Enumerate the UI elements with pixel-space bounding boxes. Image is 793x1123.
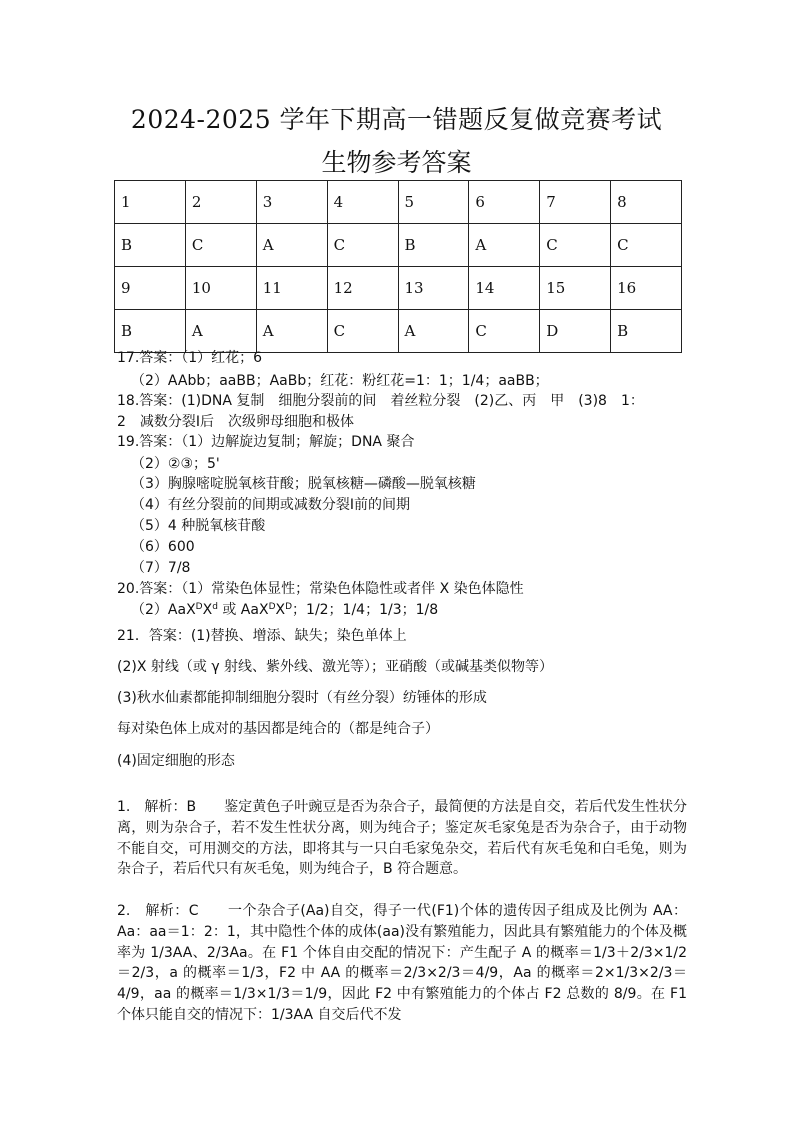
table-cell: C [540,224,611,267]
table-cell: 6 [469,181,540,224]
answer-21-line-5: (4)固定细胞的形态 [117,753,235,769]
table-cell: D [540,310,611,353]
page-title: 2024-2025 学年下期高一错题反复做竞赛考试 [130,105,663,134]
table-cell: A [185,310,256,353]
answer-19-line-2: （2）②③；5' [131,456,220,472]
answer-19-line-6: （6）600 [131,539,195,555]
table-cell: C [327,310,398,353]
table-cell: 10 [185,267,256,310]
table-cell: B [115,224,186,267]
answer-21-line-2: (2)X 射线（或 γ 射线、紫外线、激光等）；亚硝酸（或碱基类似物等） [117,659,554,675]
answer-table [114,180,682,353]
table-cell: 1 [115,181,186,224]
table-row [115,181,682,224]
table-cell: C [469,310,540,353]
table-cell: 12 [327,267,398,310]
answer-18-line-1: 18.答案：(1)DNA 复制 细胞分裂前的间 着丝粒分裂 (2)乙、丙 甲 (3)8 1： [117,393,644,409]
answer-19-line-5: （5）4 种脱氧核苷酸 [131,518,266,534]
answer-17-line-1: 17.答案：（1）红花；6 [117,350,263,366]
table-row [115,267,682,310]
table-cell: 9 [115,267,186,310]
table-cell: 13 [398,267,469,310]
table-cell: A [256,224,327,267]
answer-19-line-1: 19.答案：（1）边解旋边复制；解旋；DNA 聚合 [117,434,415,450]
table-cell: C [327,224,398,267]
table-cell: 3 [256,181,327,224]
table-cell: A [398,310,469,353]
table-row [115,224,682,267]
table-cell: B [611,310,682,353]
answer-21-line-4: 每对染色体上成对的基因都是纯合的（都是纯合子） [117,721,439,737]
page-subtitle: 生物参考答案 [321,148,472,177]
table-cell: 4 [327,181,398,224]
answer-17-line-2: （2）AAbb；aaBB；AaBb；红花：粉红花=1：1；1/4；aaBB； [131,373,549,389]
answer-21-line-3: (3)秋水仙素都能抑制细胞分裂时（有丝分裂）纺锤体的形成 [117,690,487,706]
answer-20-line-2: $(2)AaX^DX^d$ 或 $AaX^DX^D$；1/2；1/4；1/3；1/8 [131,602,439,618]
table-cell: 7 [540,181,611,224]
table-cell: 16 [611,267,682,310]
table-cell: 5 [398,181,469,224]
answer-20-line-1: 20.答案：（1）常染色体显性；常染色体隐性或者伴 X 染色体隐性 [117,581,524,597]
table-cell: A [469,224,540,267]
table-cell: 11 [256,267,327,310]
table-cell: 2 [185,181,256,224]
explanation-2: 2. 解析：C 一个杂合子(Aa)自交，得子一代(F1)个体的遗传因子组成及比例为 AA：Aa：aa＝1：2：1，其中隐性个体的成体(aa)没有繁殖能力，因此具有繁殖能力的个体及概率为 1/3AA、2/3Aa。在 F1 个体自由交配的情况下：产生配子 A 的概率＝1/3＋2/3×1/2＝2/3，a 的概率＝1/3，F2 中 AA 的概率＝2/3×2/3＝4/9，Aa 的概率＝2×1/3×2/3＝4/9，aa 的概率＝1/3×1/3＝1/9，因此 F2 中有繁殖能力的个体占 F2 总数的 8/9。在 F1 个体只能自交的情况下：1/3AA 自交后代不发 [117,903,687,1023]
answer-19-line-3: （3）胸腺嘧啶脱氧核苷酸；脱氧核糖—磷酸—脱氧核糖 [131,476,476,492]
table-cell: B [398,224,469,267]
answer-19-line-4: （4）有丝分裂前的间期或减数分裂Ⅰ前的间期 [131,497,411,513]
table-cell: B [115,310,186,353]
answer-19-line-7: （7）7/8 [131,560,191,576]
table-row [115,310,682,353]
answer-18-line-2: 2 减数分裂Ⅰ后 次级卵母细胞和极体 [117,414,355,430]
table-cell: C [185,224,256,267]
explanation-1: 1. 解析：B 鉴定黄色子叶豌豆是否为杂合子，最简便的方法是自交，若后代发生性状分离，则为杂合子，若不发生性状分离，则为纯合子；鉴定灰毛家兔是否为杂合子，由于动物不能自交，可用测交的方法，即将其与一只白毛家兔杂交，若后代有灰毛兔和白毛兔，则为杂合子，若后代只有灰毛兔，则为纯合子，B 符合题意。 [117,799,687,878]
table-cell: 15 [540,267,611,310]
table-cell: 8 [611,181,682,224]
table-cell: A [256,310,327,353]
table-cell: C [611,224,682,267]
table-cell: 14 [469,267,540,310]
answer-21-line-1: 21．答案：(1)替换、增添、缺失；染色单体上 [117,628,407,644]
